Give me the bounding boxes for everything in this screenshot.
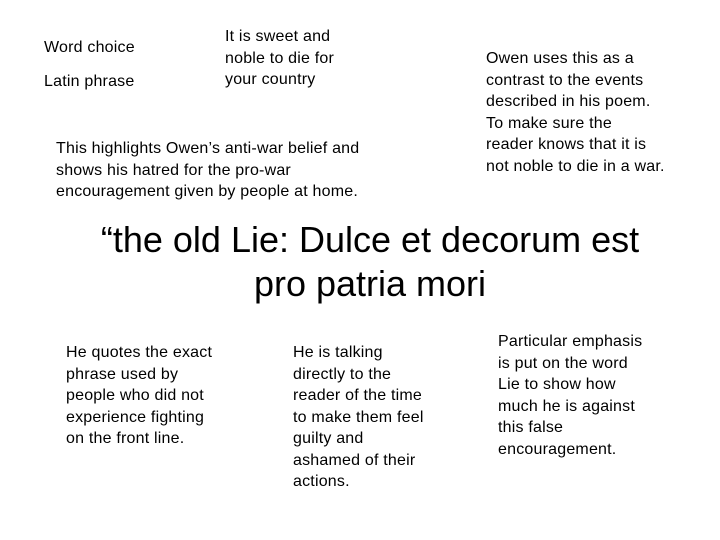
note-contrast: Owen uses this as a contrast to the events described in his poem. To make sure the reader knows that it is not noble to die in a war.	[486, 50, 665, 175]
quote-heading: “the old Lie: Dulce et decorum est pro patria mori	[100, 219, 640, 304]
note-talking-to-reader: He is talking directly to the reader of the time to make them feel guilty and ashamed of their actions.	[293, 344, 424, 490]
label-latin-phrase: Latin phrase	[44, 73, 135, 90]
label-word-choice: Word choice	[44, 39, 135, 56]
note-exact-phrase: He quotes the exact phrase used by people who did not experience fighting on the front line.	[66, 344, 213, 447]
note-emphasis-lie: Particular emphasis is put on the word Lie to show how much he is against this false encouragement.	[498, 333, 643, 458]
translation-text: It is sweet and noble to die for your country	[225, 28, 335, 88]
note-anti-war-belief: This highlights Owen’s anti-war belief and shows his hatred for the pro-war encouragement given by people at home.	[56, 140, 360, 200]
